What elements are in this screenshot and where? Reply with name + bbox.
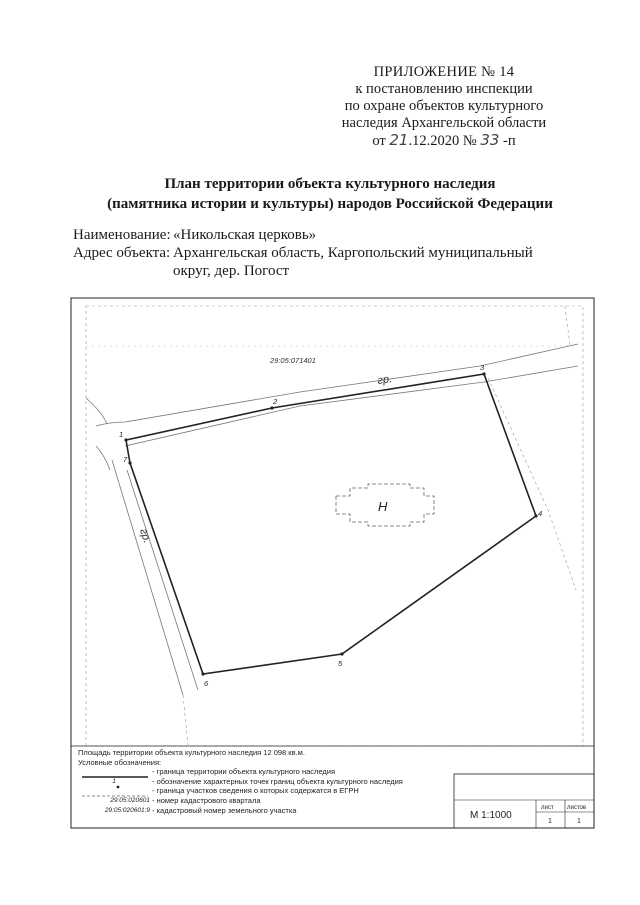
name-label: Наименование: <box>73 227 171 243</box>
legend-heading: Условные обозначения: <box>78 757 162 767</box>
stamp-sheet-label: лист <box>541 805 554 811</box>
point-marker-7 <box>128 461 131 464</box>
legend-heading-row <box>78 758 478 768</box>
point-label-4: 4 <box>538 509 543 518</box>
legend-item <box>78 796 478 806</box>
point-label-2: 2 <box>273 397 278 406</box>
point-marker-3 <box>482 372 485 375</box>
stamp-sheets-label: листов <box>567 805 587 811</box>
stamp-scale: М 1:1000 <box>470 810 512 821</box>
title-line-1: План территории объекта культурного наследия <box>164 176 496 192</box>
road-branch-nw <box>86 398 107 424</box>
road-branch-w <box>96 446 110 470</box>
legend-item-text: - граница территории объекта культурного наследия <box>152 767 336 777</box>
legend-block <box>78 748 478 815</box>
date-prefix: от <box>372 133 386 149</box>
legend-item-symbol: 29:05:020601:9 <box>104 806 150 814</box>
stamp-sheet-value: 1 <box>548 818 552 825</box>
legend-item-symbol: 29:05:020601 <box>110 796 150 804</box>
parcel-line-e <box>488 378 576 590</box>
road-top-edge-2 <box>125 366 578 446</box>
legend-item <box>78 767 478 777</box>
quarter-number: 29:05:071401 <box>270 356 316 365</box>
legend-item <box>78 786 478 796</box>
title-line-2: (памятника истории и культуры) народов Российской Федерации <box>107 196 553 212</box>
road-left-extension <box>183 695 188 745</box>
point-marker-1 <box>124 438 127 441</box>
appendix-line-4: наследия Архангельской области <box>341 115 547 131</box>
point-label-5: 5 <box>338 659 343 668</box>
appendix-line-3: по охране объектов культурного <box>344 98 544 114</box>
building-label: Н <box>378 499 388 514</box>
road-top-edge-1 <box>96 344 578 426</box>
area-text-row <box>78 748 478 758</box>
parcel-line-ne <box>565 306 570 346</box>
date-day-handwritten: 21 <box>389 131 409 149</box>
legend-item-text: - обозначение характерных точек границ объекта культурного наследия <box>152 776 403 786</box>
point-label-7: 7 <box>123 455 128 464</box>
doc-number-handwritten: 33 <box>480 131 500 149</box>
point-label-1: 1 <box>119 430 124 439</box>
point-label-3: 3 <box>480 363 485 372</box>
legend-item <box>78 777 478 787</box>
appendix-line-2: к постановлению инспекции <box>355 81 533 97</box>
name-value: «Никольская церковь» <box>173 227 317 243</box>
point-marker-5 <box>340 652 343 655</box>
address-label: Адрес объекта: <box>73 245 171 261</box>
point-marker-6 <box>201 672 204 675</box>
address-line-1: Архангельская область, Каргопольский муниципальный <box>173 245 533 261</box>
point-label-6: 6 <box>204 679 209 688</box>
legend-item-text: - граница участков сведения о которых содержатся в ЕГРН <box>152 786 359 796</box>
territory-boundary <box>126 374 536 674</box>
legend-item-text: - номер кадастрового квартала <box>152 795 261 805</box>
area-text: Площадь территории объекта культурного наследия 12 098 кв.м. <box>78 748 305 757</box>
road-left-edge-2 <box>127 470 198 690</box>
legend-item-symbol: 1 <box>112 777 116 785</box>
point-marker-2 <box>270 406 273 409</box>
legend-item <box>78 806 478 816</box>
date-rest: .12.2020 № <box>408 133 477 149</box>
doc-suffix: -п <box>503 133 516 149</box>
address-line-2: округ, дер. Погост <box>173 263 290 279</box>
appendix-title: ПРИЛОЖЕНИЕ № 14 <box>373 64 515 80</box>
stamp-sheets-value: 1 <box>577 818 581 825</box>
map-inner-frame <box>86 306 583 746</box>
legend-item-text: - кадастровый номер земельного участка <box>152 805 297 815</box>
road-label-left: гр. <box>137 527 154 545</box>
road-label-top: гр. <box>376 373 393 387</box>
road-left-edge-1 <box>112 460 183 695</box>
